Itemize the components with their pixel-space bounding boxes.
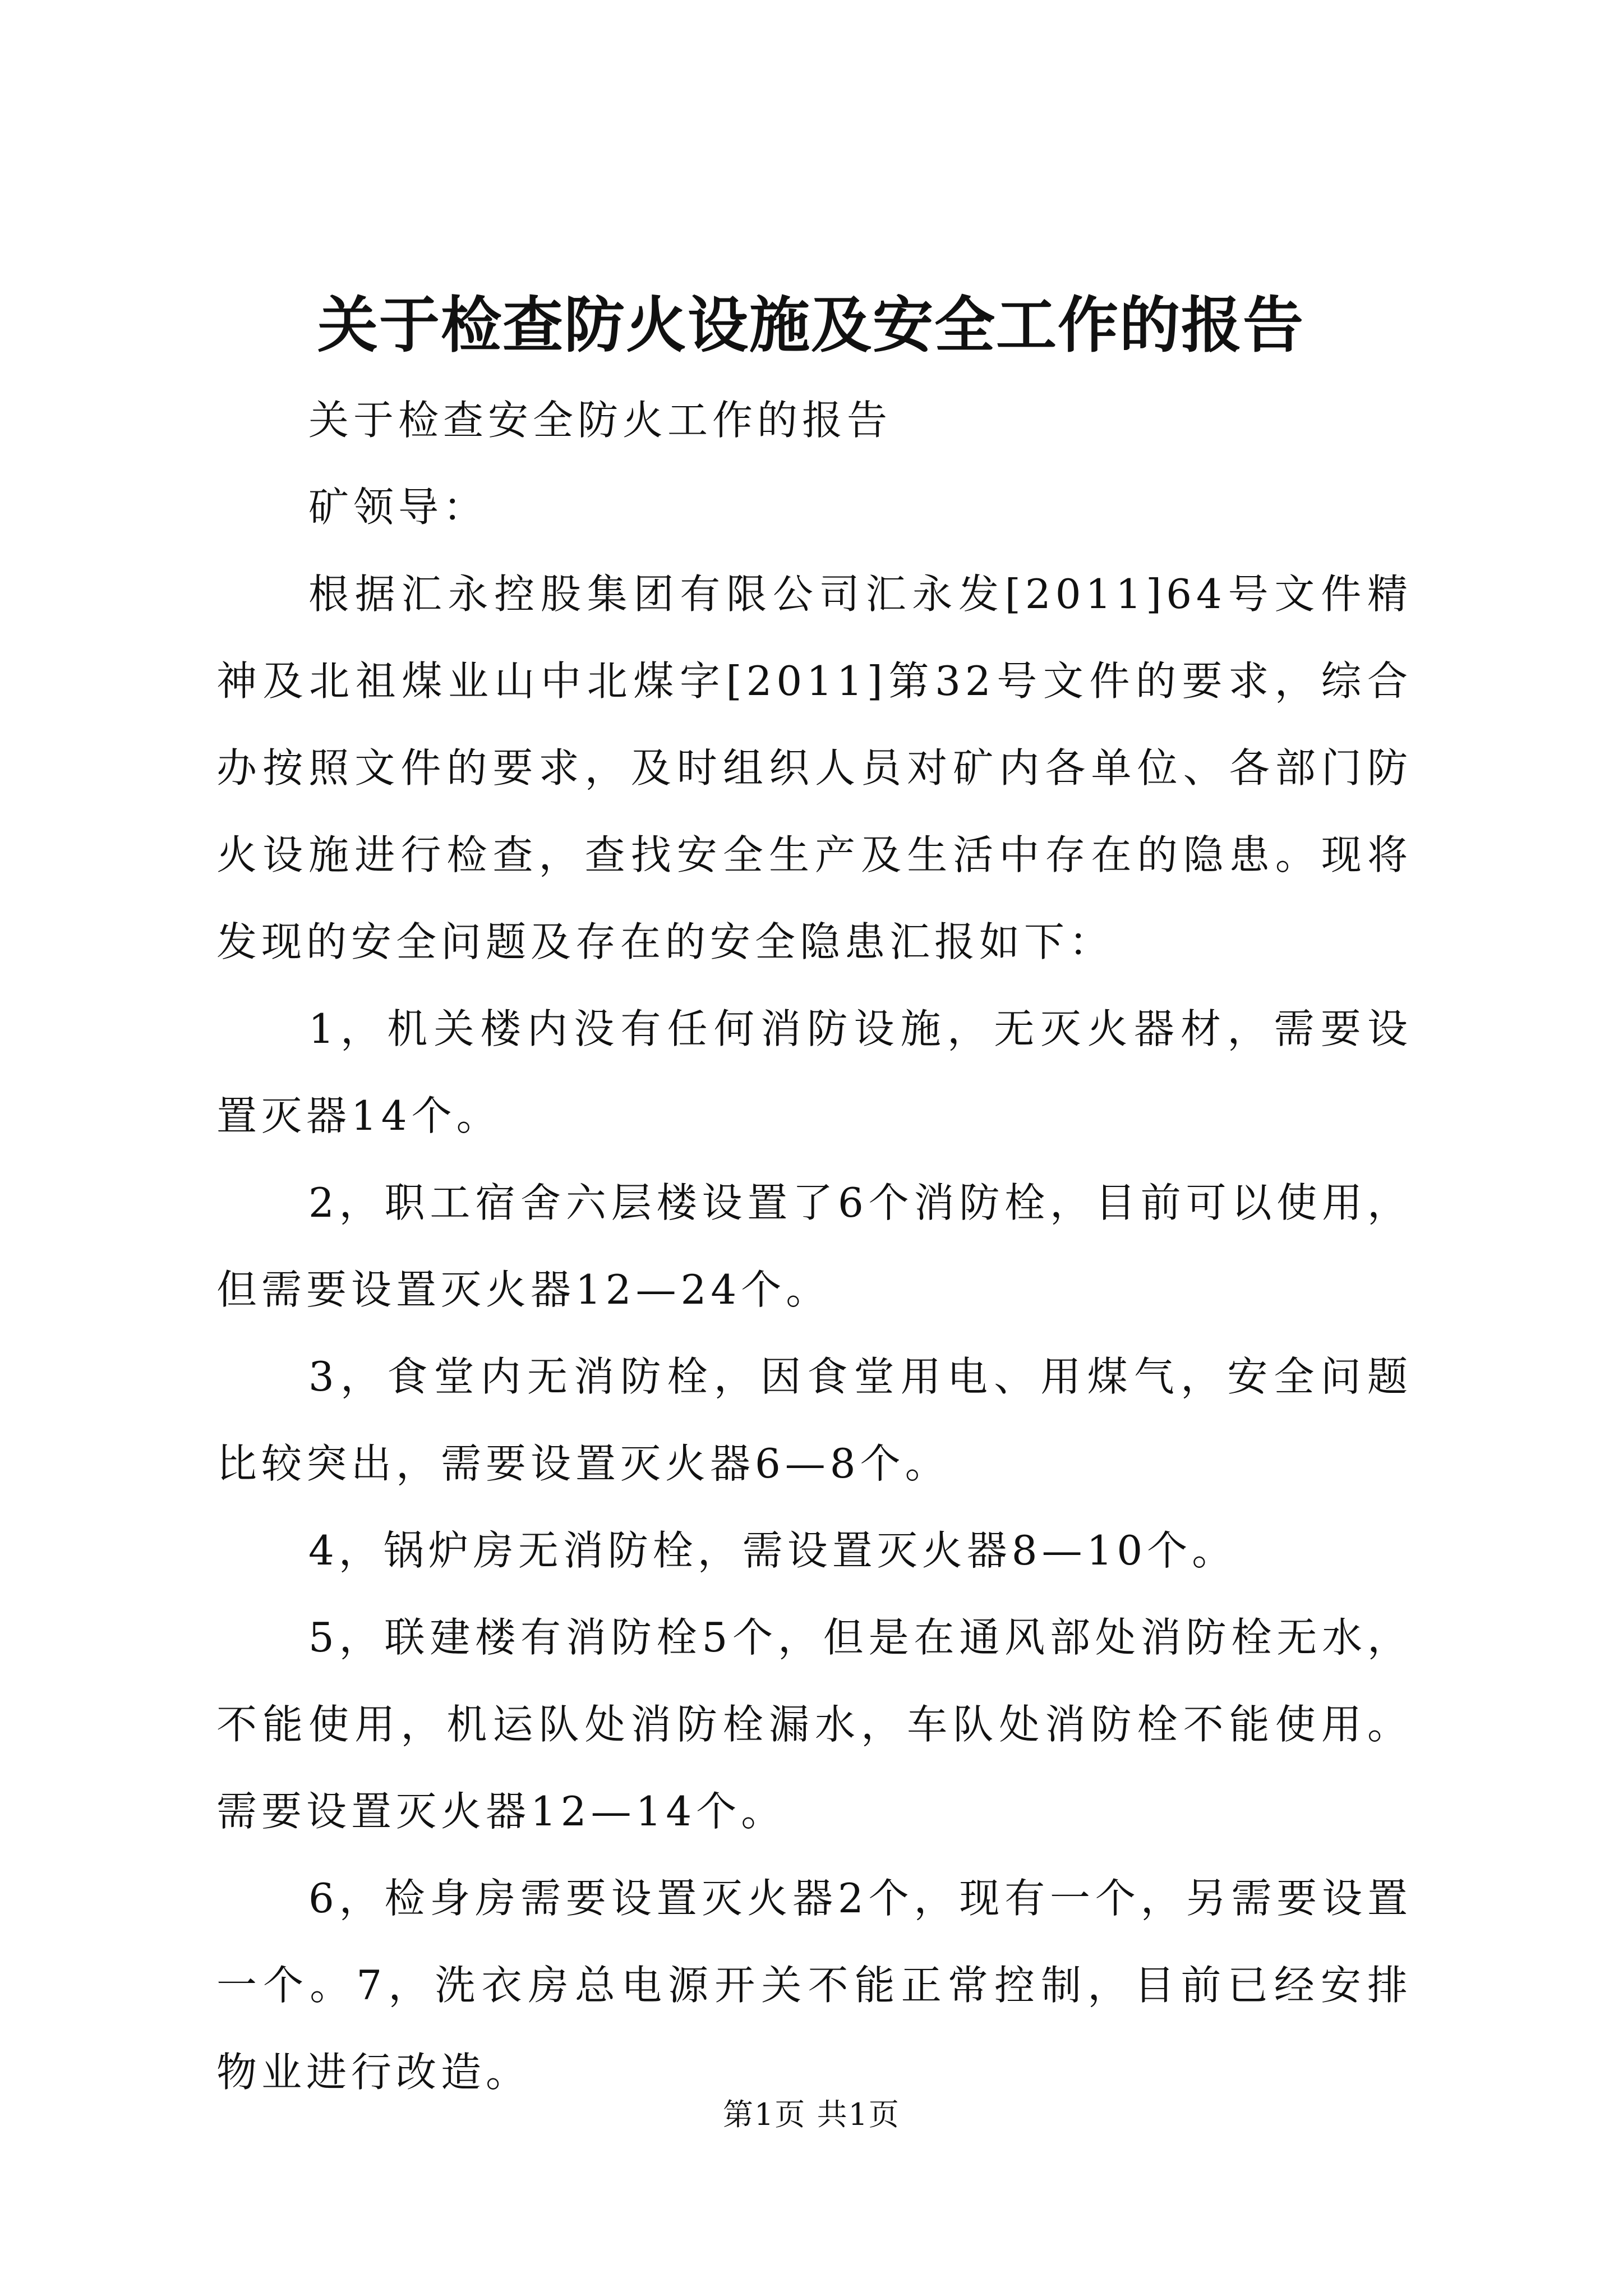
- page-number-footer: 第1页 共1页: [723, 2097, 900, 2132]
- subtitle-paragraph: 关于检查安全防火工作的报告: [308, 397, 892, 444]
- item-3-paragraph: 3，食堂内无消防栓，因食堂用电、用煤气，安全问题比较突出，需要设置灭火器6—8个。: [216, 1353, 1412, 1487]
- item-5-paragraph: 5，联建楼有消防栓5个，但是在通风部处消防栓无水，不能使用，机运队处消防栓漏水，车队处消防栓不能使用。需要设置灭火器12—14个。: [216, 1614, 1412, 1835]
- intro-paragraph: 根据汇永控股集团有限公司汇永发[2011]64号文件精神及北祖煤业山中北煤字[2011]第32号文件的要求，综合办按照文件的要求，及时组织人员对矿内各单位、各部门防火设施进行检查，查找安全生产及生活中存在的隐患。现将发现的安全问题及存在的安全隐患汇报如下：: [216, 570, 1412, 965]
- item-1-paragraph: 1，机关楼内没有任何消防设施，无灭火器材，需要设置灭器14个。: [216, 1005, 1412, 1139]
- item-2-paragraph: 2，职工宿舍六层楼设置了6个消防栓，目前可以使用，但需要设置灭火器12—24个。: [216, 1179, 1412, 1313]
- item-4-paragraph: 4，锅炉房无消防栓，需设置灭火器8—10个。: [308, 1527, 1237, 1574]
- document-body: [216, 377, 1412, 2116]
- document-title: 关于检查防火设施及安全工作的报告: [317, 290, 1304, 361]
- item-6-7-paragraph: 6，检身房需要设置灭火器2个，现有一个，另需要设置一个。7，洗衣房总电源开关不能正常控制，目前已经安排物业进行改造。: [216, 1875, 1412, 2096]
- salutation-paragraph: 矿领导：: [308, 484, 488, 531]
